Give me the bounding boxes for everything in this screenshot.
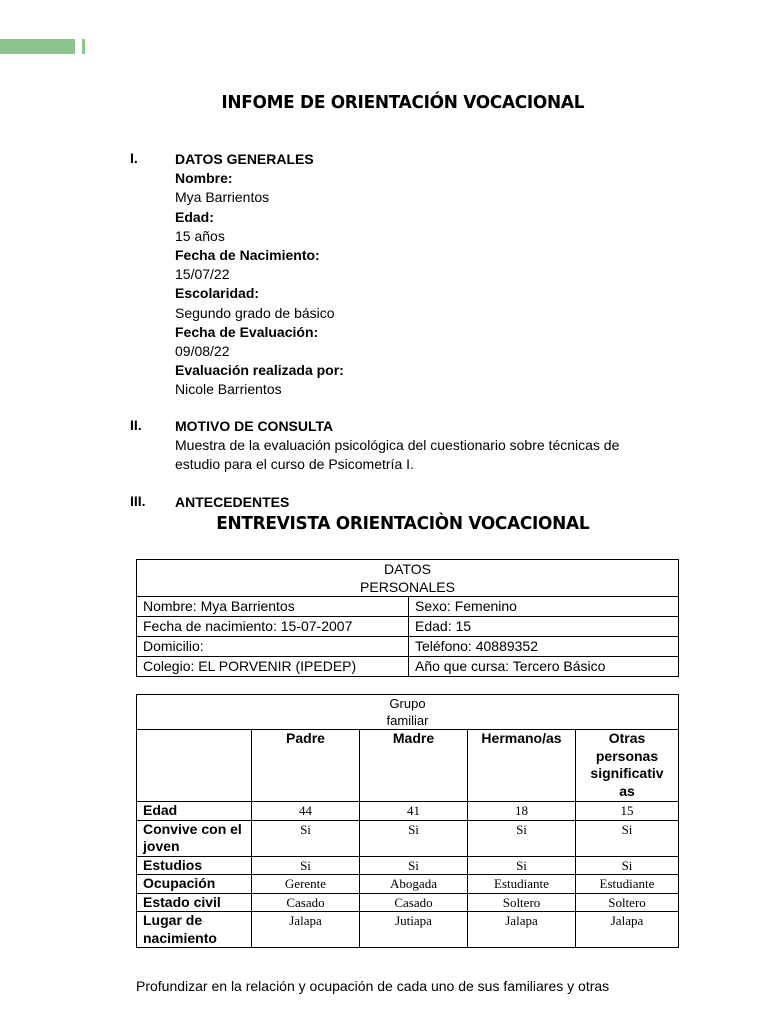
field-label-evaluador: Evaluación realizada por: [175, 362, 344, 379]
table-header-line: PERSONALES [360, 579, 455, 595]
section-body [175, 150, 695, 400]
column-header-line: personas [595, 747, 659, 764]
footer-paragraph: Profundizar en la relación y ocupación de cada uno de sus familiares y otras [136, 978, 610, 994]
field-label-nombre: Nombre: [175, 170, 233, 187]
interview-title: ENTREVISTA ORIENTACIÒN VOCACIONAL [216, 513, 590, 534]
column-header-line: significativ [590, 765, 664, 781]
field-value-evaluador: Nicole Barrientos [175, 381, 282, 398]
table-row [137, 875, 679, 894]
row-label-line: Lugar de [143, 912, 203, 928]
table-cell: Si [360, 856, 468, 875]
table-cell: 44 [252, 802, 360, 821]
row-label: Ocupación [137, 875, 252, 894]
table-cell: Estudiante [576, 875, 679, 894]
section-body [175, 493, 695, 512]
column-header-line: Otras [608, 730, 646, 746]
table-cell: Si [468, 856, 576, 875]
table-cell: Gerente [252, 875, 360, 894]
table-header [137, 560, 679, 597]
section-number: I. [130, 150, 138, 166]
table-row [137, 856, 679, 875]
datos-personales-table [136, 559, 679, 677]
table-cell: Domicilio: [137, 637, 409, 657]
row-label [137, 912, 252, 948]
empty-header-cell [137, 730, 252, 802]
table-cell: Jutiapa [360, 912, 468, 948]
field-label-fecha-evaluacion: Fecha de Evaluación: [175, 323, 319, 340]
table-row [137, 820, 679, 856]
table-cell: Abogada [360, 875, 468, 894]
table-cell: Estudiante [468, 875, 576, 894]
table-cell: Si [252, 820, 360, 856]
section-heading: DATOS GENERALES [175, 151, 314, 167]
table-row [137, 637, 679, 657]
table-cell: 18 [468, 802, 576, 821]
decorative-bar [0, 39, 75, 54]
table-header-line: Grupo [389, 696, 426, 711]
table-row [137, 802, 679, 821]
table-cell: 15 [576, 802, 679, 821]
table-header [137, 695, 679, 730]
table-cell: Si [468, 820, 576, 856]
table-cell: Nombre: Mya Barrientos [137, 597, 409, 617]
table-cell: Casado [360, 893, 468, 912]
table-cell: Colegio: EL PORVENIR (IPEDEP) [137, 657, 409, 677]
row-label-line: nacimiento [143, 929, 217, 946]
table-cell: 41 [360, 802, 468, 821]
table-cell: Soltero [468, 893, 576, 912]
column-header-row [137, 730, 679, 802]
table-row [137, 657, 679, 677]
column-header [576, 730, 679, 802]
field-value-nombre: Mya Barrientos [175, 189, 270, 206]
field-label-edad: Edad: [175, 208, 214, 225]
section-heading: MOTIVO DE CONSULTA [175, 418, 334, 434]
table-cell: Soltero [576, 893, 679, 912]
table-cell: Edad: 15 [409, 617, 679, 637]
field-label-fecha-nacimiento: Fecha de Nacimiento: [175, 247, 320, 264]
table-cell: Sexo: Femenino [409, 597, 679, 617]
table-cell: Jalapa [252, 912, 360, 948]
row-label [137, 820, 252, 856]
section-number: II. [130, 417, 142, 433]
document-title: INFOME DE ORIENTACIÓN VOCACIONAL [221, 92, 585, 113]
table-cell: Fecha de nacimiento: 15-07-2007 [137, 617, 409, 637]
table-header-line: DATOS [384, 561, 431, 577]
table-cell: Teléfono: 40889352 [409, 637, 679, 657]
table-cell: Si [252, 856, 360, 875]
field-value-fecha-nacimiento: 15/07/22 [175, 266, 230, 283]
table-cell: Jalapa [576, 912, 679, 948]
table-header-line: familiar [386, 713, 429, 728]
section-body [175, 417, 695, 475]
table-row [137, 912, 679, 948]
column-header-line: as [619, 782, 635, 799]
row-label: Estudios [137, 856, 252, 875]
section-heading: ANTECEDENTES [175, 494, 290, 510]
row-label: Edad [137, 802, 252, 821]
table-row [137, 597, 679, 617]
column-header: Hermano/as [468, 730, 576, 802]
table-cell: Si [576, 820, 679, 856]
field-value-fecha-evaluacion: 09/08/22 [175, 343, 230, 360]
field-value-escolaridad: Segundo grado de básico [175, 304, 335, 321]
row-label-line: Convive con el [143, 820, 242, 837]
decorative-tick [82, 39, 85, 54]
grupo-familiar-table [136, 694, 679, 948]
field-label-escolaridad: Escolaridad: [175, 285, 260, 302]
field-value-edad: 15 años [175, 227, 225, 244]
row-label-line: joven [143, 838, 180, 854]
section-number: III. [130, 493, 146, 509]
table-cell: Jalapa [468, 912, 576, 948]
table-cell: Año que cursa: Tercero Básico [409, 657, 679, 677]
table-cell: Si [576, 856, 679, 875]
table-cell: Si [360, 820, 468, 856]
column-header: Madre [360, 730, 468, 802]
section-text-line: estudio para el curso de Psicometría I. [175, 456, 414, 473]
column-header: Padre [252, 730, 360, 802]
section-text-line: Muestra de la evaluación psicológica del cuestionario sobre técnicas de [175, 437, 620, 454]
table-row [137, 893, 679, 912]
table-cell: Casado [252, 893, 360, 912]
row-label: Estado civil [137, 893, 252, 912]
table-row [137, 617, 679, 637]
